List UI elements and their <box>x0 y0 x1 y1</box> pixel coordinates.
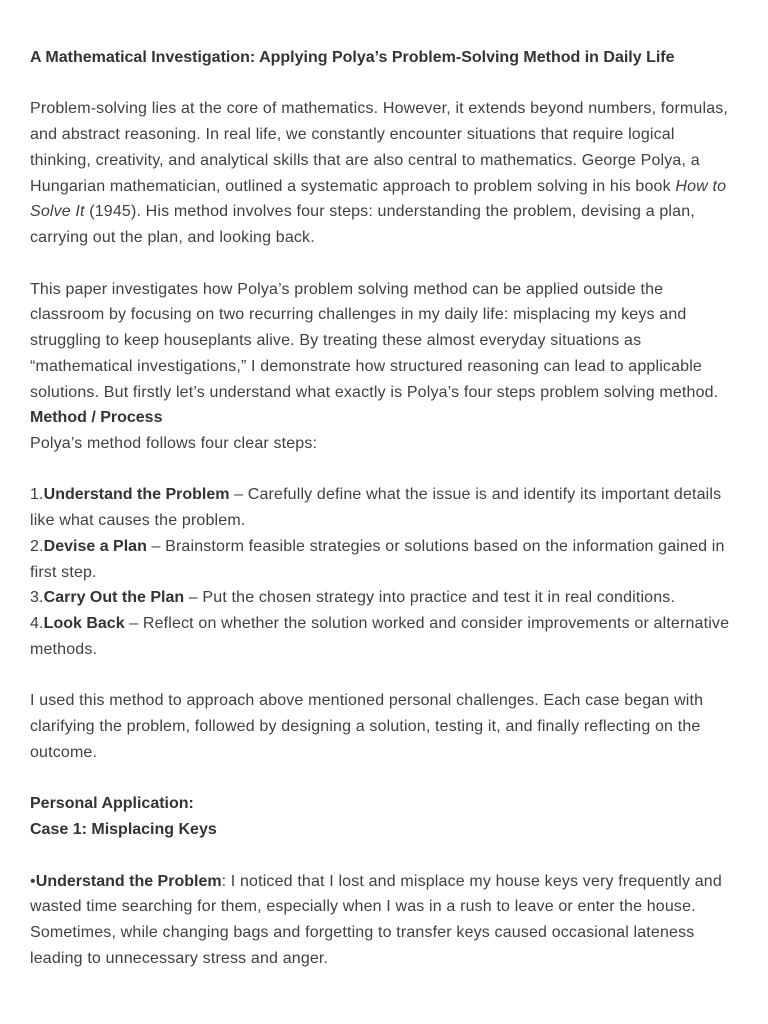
step-name: Understand the Problem <box>43 486 230 504</box>
case-point <box>30 869 768 972</box>
step-number: 4. <box>30 615 44 633</box>
step-item <box>30 482 768 533</box>
step-number: 3. <box>30 589 44 607</box>
step-name: Devise a Plan <box>43 537 147 555</box>
text-line: Problem-solving lies at the core of mathematics. However, it extends beyond numbers, formulas, <box>30 100 729 118</box>
step-description: – Reflect on whether the solution worked and consider improvements or alternative <box>124 615 730 633</box>
text-line: and abstract reasoning. In real life, we constantly encounter situations that require logical <box>30 126 675 144</box>
text-line: outcome. <box>30 743 98 761</box>
introduction-paragraph <box>30 96 768 250</box>
step-item <box>30 534 768 585</box>
step-name: Look Back <box>43 615 125 633</box>
text-run: (1945). His method involves four steps: understanding the problem, devising a plan, <box>84 203 695 221</box>
text-line: “mathematical investigations,” I demonstrate how structured reasoning can lead to applicable <box>30 357 702 375</box>
text-line: leading to unnecessary stress and anger. <box>30 949 329 967</box>
step-description: – Put the chosen strategy into practice and test it in real conditions. <box>184 589 676 607</box>
text-line <box>30 534 768 560</box>
text-line <box>30 611 768 637</box>
text-line: wasted time searching for them, especially when I was in a rush to leave or enter the house. <box>30 898 696 916</box>
text-line: solutions. But firstly let’s understand what exactly is Polya’s four steps problem solving method. <box>30 383 719 401</box>
step-item <box>30 585 768 611</box>
text-line: thinking, creativity, and analytical skills that are also central to mathematics. George Polya, a <box>30 151 700 169</box>
text-line: I used this method to approach above mentioned personal challenges. Each case began with <box>30 692 704 710</box>
polya-steps-list <box>30 482 768 662</box>
personal-application-heading: Personal Application: <box>30 795 194 813</box>
step-item <box>30 611 768 662</box>
text-line: clarifying the problem, followed by designing a solution, testing it, and finally reflecting on the <box>30 718 701 736</box>
step-number: 1. <box>30 486 44 504</box>
book-title: How to <box>675 177 727 195</box>
steps-intro: Polya’s method follows four clear steps: <box>30 435 318 453</box>
text-line <box>30 585 768 611</box>
text-line: like what causes the problem. <box>30 512 246 530</box>
text-line: classroom by focusing on two recurring challenges in my daily life: misplacing my keys and <box>30 306 687 324</box>
text-line <box>30 199 768 225</box>
step-description: – Brainstorm feasible strategies or solutions based on the information gained in <box>146 537 725 555</box>
method-heading: Method / Process <box>30 409 163 427</box>
text-line: first step. <box>30 563 97 581</box>
text-line: This paper investigates how Polya’s problem solving method can be applied outside the <box>30 280 664 298</box>
document-title: A Mathematical Investigation: Applying Polya’s Problem-Solving Method in Daily Life <box>30 49 675 66</box>
method-summary-paragraph <box>30 688 768 765</box>
method-section <box>30 405 768 765</box>
text-run: Hungarian mathematician, outlined a systematic approach to problem solving in his book <box>30 177 676 195</box>
book-title: Solve It <box>30 203 85 221</box>
case-points-list <box>30 869 768 972</box>
text-line <box>30 482 768 508</box>
text-line: Sometimes, while changing bags and forgetting to transfer keys caused occasional lateness <box>30 923 695 941</box>
step-description: – Carefully define what the issue is and identify its important details <box>229 486 722 504</box>
text-line <box>30 174 768 200</box>
case-heading: Case 1: Misplacing Keys <box>30 821 217 839</box>
text-line: struggling to keep houseplants alive. By treating these almost everyday situations as <box>30 332 642 350</box>
text-line: carrying out the plan, and looking back. <box>30 229 315 247</box>
point-name: Understand the Problem <box>35 872 222 890</box>
step-number: 2. <box>30 537 44 555</box>
point-description: : I noticed that I lost and misplace my house keys very frequently and <box>221 872 722 890</box>
text-line <box>30 869 768 895</box>
purpose-paragraph <box>30 277 768 406</box>
bullet-marker: • <box>30 872 36 890</box>
personal-application-section <box>30 791 768 971</box>
step-name: Carry Out the Plan <box>43 589 185 607</box>
text-line: methods. <box>30 640 98 658</box>
